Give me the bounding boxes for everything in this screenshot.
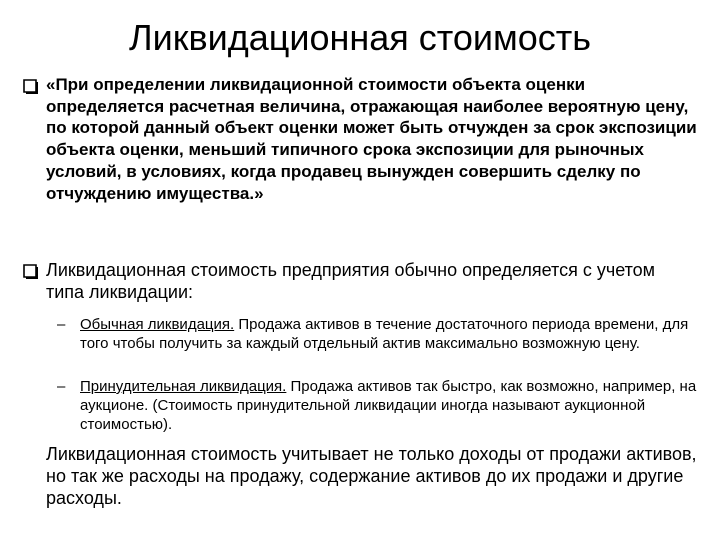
dash-marker: – [57, 316, 66, 333]
bullet-definition [22, 74, 698, 204]
dash-marker: – [57, 378, 66, 395]
closing-paragraph: Ликвидационная стоимость учитывает не только доходы от продажи активов, но так же расходы на продажу, содержание активов до их продажи и другие расходы. [46, 444, 697, 508]
slide-title: Ликвидационная стоимость [128, 17, 591, 58]
bullet-liquidation-types-text: Ликвидационная стоимость предприятия обычно определяется с учетом типа ликвидации: [46, 260, 656, 302]
sub-item-description: Продажа активов так быстро, как возможно, например, на аукционе. (Стоимость принудительной ликвидации иногда называют аукционной стоимостью). [80, 378, 697, 433]
sub-item-term: Обычная ликвидация. [80, 316, 235, 333]
sub-item-description: Продажа активов в течение достаточного периода времени, для того чтобы получить за каждый отдельный актив максимально возможную цену. [80, 316, 689, 352]
sub-item-forced-liquidation [57, 377, 697, 434]
sub-item-term: Принудительная ликвидация. [80, 378, 287, 395]
bullet-liquidation-types [22, 259, 698, 303]
checkbox-bullet-icon [22, 262, 40, 280]
bullet-definition-text: «При определении ликвидационной стоимости объекта оценки определяется расчетная величина, отражающая наиболее вероятную цену, по которой данный объект оценки может быть отчужден за срок экспозиции объекта оценки, меньший типичного срока экспозиции для рыночных условий, в условиях, когда продавец вынужден совершить сделку по отчуждению имущества.» [46, 75, 697, 203]
sub-item-ordinary-liquidation [57, 315, 697, 353]
checkbox-bullet-icon [22, 77, 40, 95]
